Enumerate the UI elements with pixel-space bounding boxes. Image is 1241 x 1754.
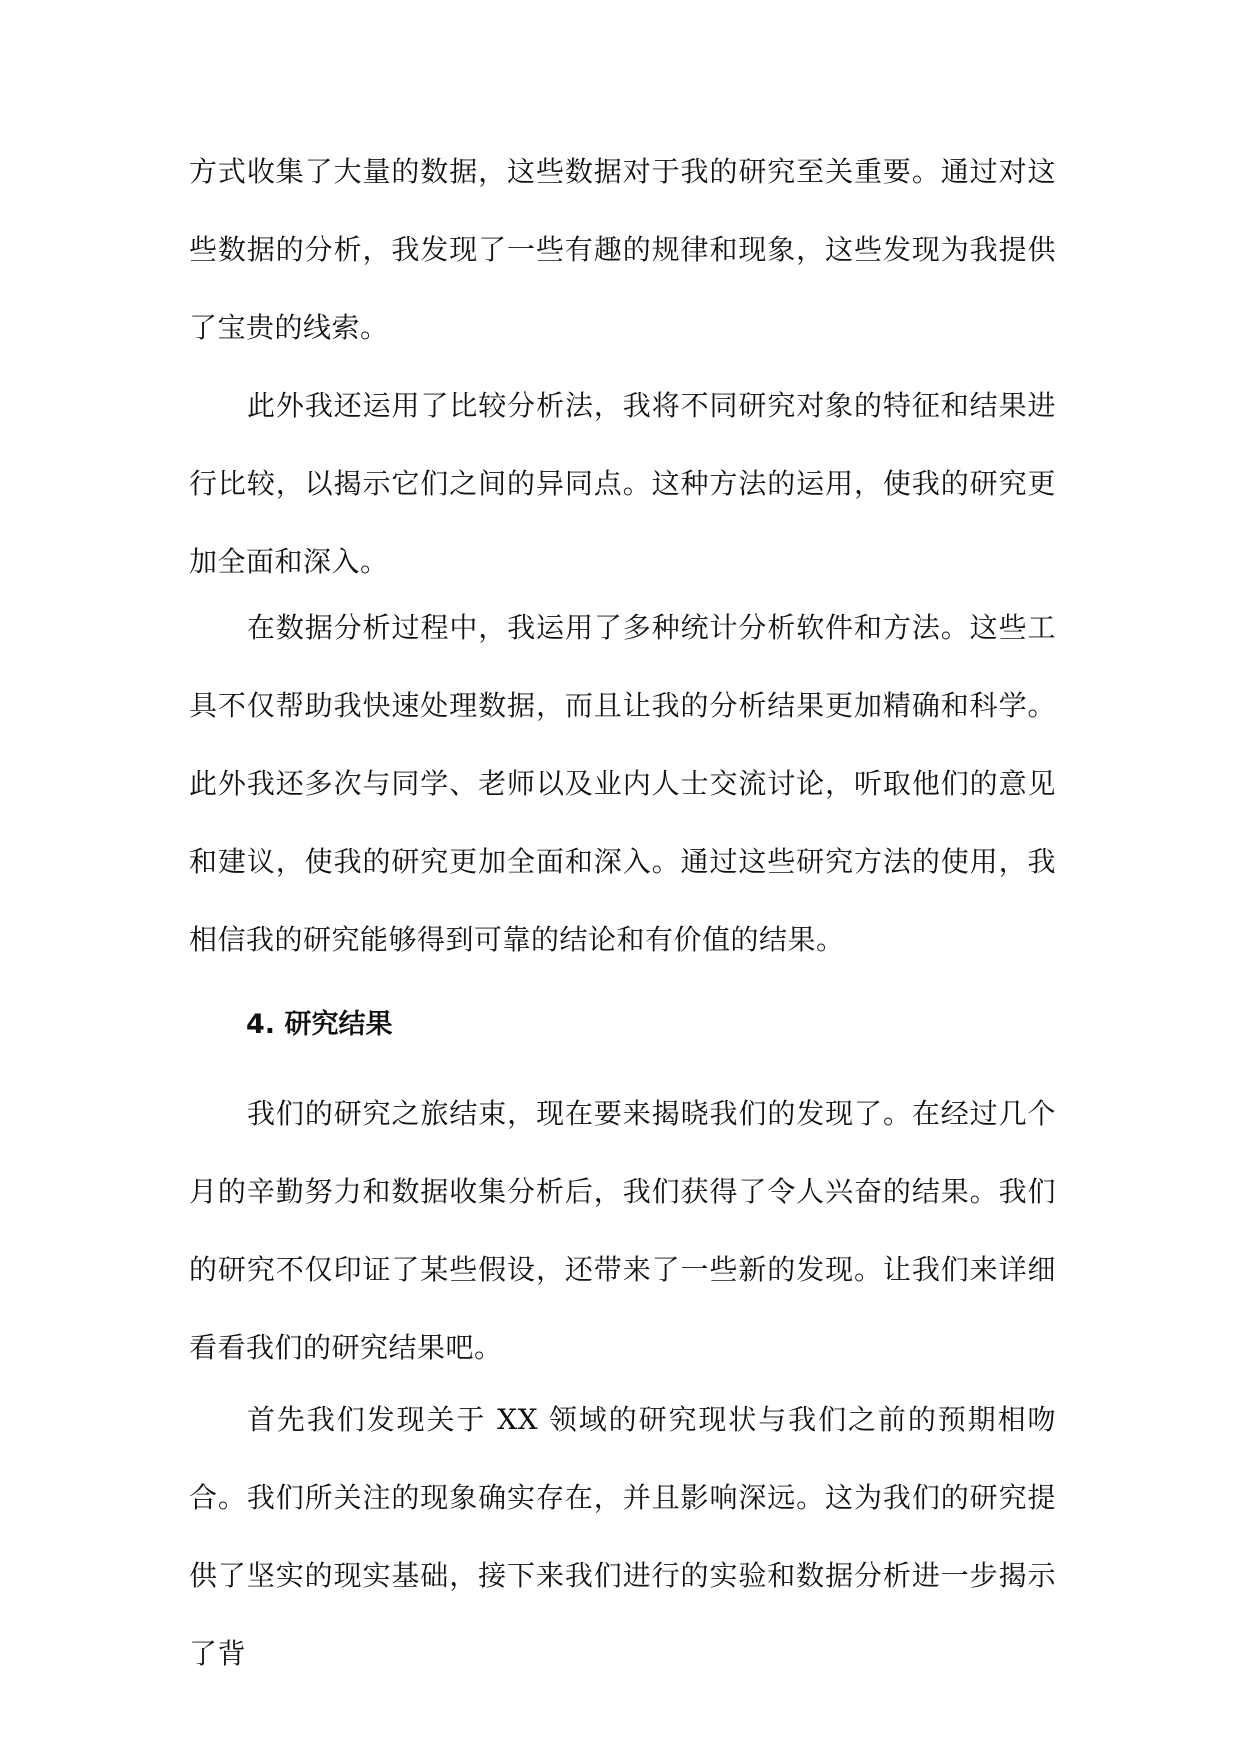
paragraph-results-first-finding: 首先我们发现关于 XX 领域的研究现状与我们之前的预期相吻合。我们所关注的现象确实存在，并且影响深远。这为我们的研究提供了坚实的现实基础，接下来我们进行的实验和数据分析进一步揭示了背 <box>189 1403 1056 1670</box>
paragraph-comparative-analysis: 此外我还运用了比较分析法，我将不同研究对象的特征和结果进行比较，以揭示它们之间的异同点。这种方法的运用，使我的研究更加全面和深入。 <box>189 389 1056 578</box>
section-heading-research-results: 4. 研究结果 <box>246 1009 393 1040</box>
paragraph-data-collection: 方式收集了大量的数据，这些数据对于我的研究至关重要。通过对这些数据的分析，我发现了一些有趣的规律和现象，这些发现为我提供了宝贵的线索。 <box>189 155 1056 344</box>
paragraph-results-intro: 我们的研究之旅结束，现在要来揭晓我们的发现了。在经过几个月的辛勤努力和数据收集分析后，我们获得了令人兴奋的结果。我们的研究不仅印证了某些假设，还带来了一些新的发现。让我们来详细看看我们的研究结果吧。 <box>189 1097 1056 1364</box>
paragraph-statistical-analysis: 在数据分析过程中，我运用了多种统计分析软件和方法。这些工具不仅帮助我快速处理数据，而且让我的分析结果更加精确和科学。此外我还多次与同学、老师以及业内人士交流讨论，听取他们的意见和建议，使我的研究更加全面和深入。通过这些研究方法的使用，我相信我的研究能够得到可靠的结论和有价值的结果。 <box>189 611 1056 956</box>
